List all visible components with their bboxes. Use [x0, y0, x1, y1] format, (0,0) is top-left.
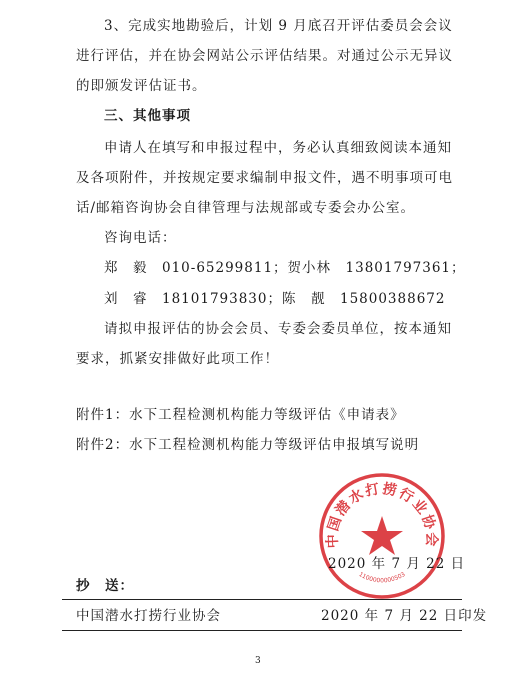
attachment-2: 附件2：水下工程检测机构能力等级评估申报填写说明	[76, 437, 420, 453]
footer-print-date: 2020 年 7 月 22 日印发	[321, 608, 488, 624]
paragraph-notice-line-2: 及各项附件，并按规定要求编制申报文件，遇不明事项可电	[76, 170, 453, 186]
paragraph-evaluation-line-2: 进行评估，并在协会网站公示评估结果。对通过公示无异议	[76, 48, 453, 64]
paragraph-evaluation-line-3: 的即颁发评估证书。	[76, 78, 207, 94]
cc-label: 抄 送：	[76, 578, 134, 594]
page-number: 3	[255, 656, 261, 666]
signature-date: 2020 年 7 月 22 日	[328, 556, 466, 572]
footer-organization: 中国潜水打捞行业协会	[76, 608, 221, 624]
attachment-1: 附件1：水下工程检测机构能力等级评估《申请表》	[76, 407, 405, 423]
official-seal-image	[316, 470, 448, 602]
divider-bottom	[62, 630, 462, 631]
contact-phone-label: 咨询电话：	[104, 230, 177, 246]
contact-line-1: 郑 毅 010-65299811；贺小林 13801797361；	[104, 260, 466, 276]
contact-line-2: 刘 睿 18101793830；陈 靓 15800388672	[104, 291, 446, 307]
svg-text:中国潜水打捞行业协会: 中国潜水打捞行业协会	[324, 481, 440, 549]
section-heading-other-matters: 三、其他事项	[104, 108, 191, 124]
divider-top	[62, 599, 462, 600]
paragraph-request-line-2: 要求，抓紧安排做好此项工作！	[76, 351, 279, 367]
paragraph-notice-line-1: 申请人在填写和申报过程中，务必认真细致阅读本通知	[104, 140, 452, 156]
svg-text:1100000000503: 1100000000503	[357, 570, 407, 585]
paragraph-notice-line-3: 话/邮箱咨询协会自律管理与法规部或专委会办公室。	[76, 200, 416, 216]
paragraph-evaluation-line-1: 3、完成实地勘验后，计划 9 月底召开评估委员会会议	[104, 18, 453, 34]
paragraph-request-line-1: 请拟申报评估的协会会员、专委会委员单位，按本通知	[104, 321, 452, 337]
